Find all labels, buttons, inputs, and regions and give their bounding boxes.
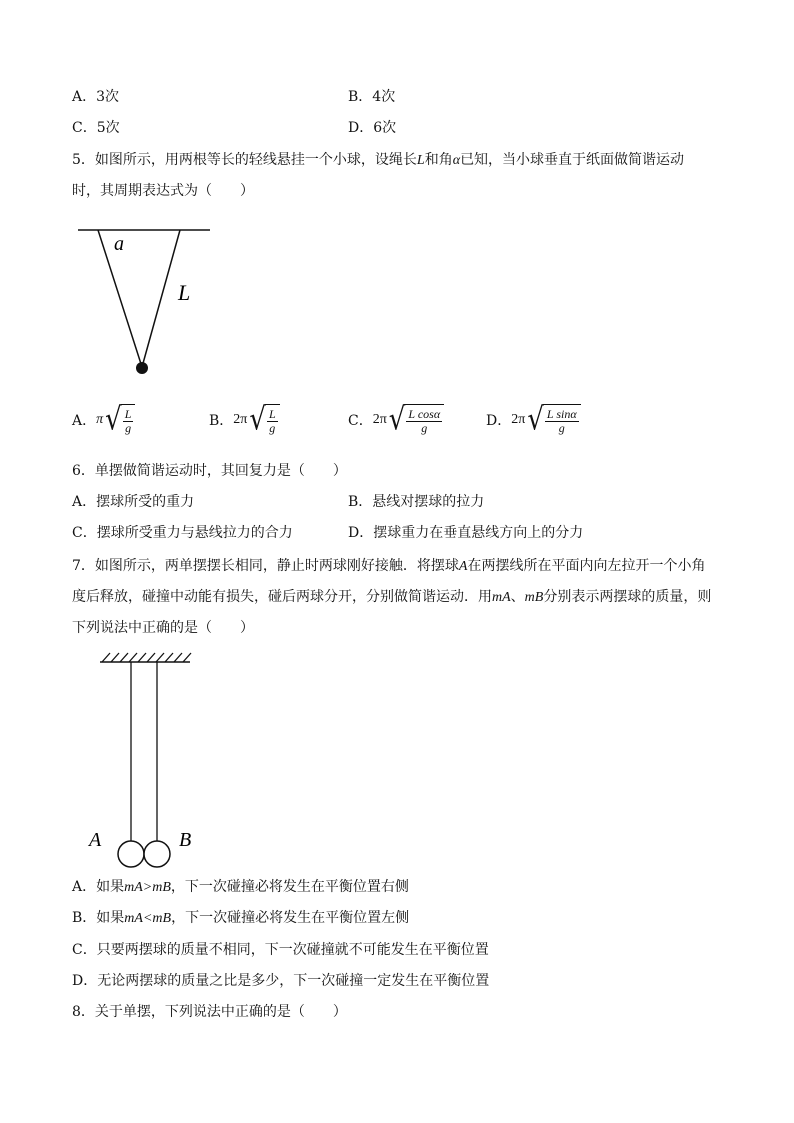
q5-stem-line2: 时，其周期表达式为（ ） [72,183,254,199]
q6-option-d: D．摆球重力在垂直悬线方向上的分力 [348,525,584,541]
q6-option-c: C．摆球所受重力与悬线拉力的合力 [72,525,293,541]
q5-option-d-coef: 2π [511,411,526,427]
q7-label-A: A [89,829,102,851]
q7-ceiling-hatching [102,653,191,662]
q7-stem-line2 [72,587,711,608]
q5-option-a-label: A． [72,412,97,429]
q7-text-d: 分别表示两摆球的质量，则 [543,589,712,605]
q4-option-d: D．6次 [348,120,397,136]
q5-option-b-coef: 2π [233,411,248,427]
q5-option-a-coef: π [96,411,104,427]
q5-label-alpha: a [114,233,124,255]
q8-stem: 8．关于单摆，下列说法中正确的是（ ） [72,1004,347,1020]
q5-option-d-label: D． [486,412,512,429]
q5-option-c-label: C． [348,412,373,429]
q5-ball [136,362,148,374]
q5-option-c-coef: 2π [372,411,387,427]
q5-option-b [209,401,280,438]
q5-option-b-label: B． [209,412,234,429]
q5-stem-line1 [72,150,684,171]
q5-text-a: 5．如图所示，用两根等长的轻线悬挂一个小球，设绳长 [72,152,417,168]
q5-var-L: L [416,153,425,168]
q5-pendulum-figure [70,222,220,378]
q6-stem: 6．单摆做简谐运动时，其回复力是（ ） [72,463,347,479]
q7-option-a-math: mA>mB [124,880,171,895]
q7-option-b-post: ，下一次碰撞必将发生在平衡位置左侧 [171,910,410,926]
q5-option-d [486,401,581,438]
q6-option-b: B．悬线对摆球的拉力 [348,494,485,510]
q5-option-d-sqrt: √ $\frac{\text{L sinα}}{g}$ [527,404,580,435]
q5-option-c-den: g [421,421,428,435]
q5-option-b-num: L [268,407,276,421]
q5-option-c [348,401,444,438]
q7-option-b-pre: B．如果 [72,910,125,926]
q4-option-a: A．3次 [72,89,120,105]
q7-text-b: 在两摆线所在平面内向左拉开一个小角 [467,558,706,574]
q7-var-A: A [458,559,468,574]
q5-right-string [142,230,180,367]
q7-double-pendulum-figure [80,650,210,872]
q5-var-alpha: α [452,153,461,168]
q7-ball-b [144,841,170,867]
q7-sep: 、 [510,589,525,605]
q7-stem-line3: 下列说法中正确的是（ ） [72,620,254,636]
q5-text-b: 和角 [424,152,453,168]
q6-option-a: A．摆球所受的重力 [72,494,195,510]
q5-option-c-sqrt: √ $\frac{\text{L cosα}}{g}$ [389,404,444,435]
q7-var-mA: mA [492,590,511,605]
q7-option-a-pre: A．如果 [72,879,125,895]
q7-option-a [72,877,409,898]
q5-option-a-den: g [125,421,132,435]
q5-option-a-num: L [124,407,132,421]
q7-var-mB: mB [524,590,544,605]
q7-option-b-math: mA<mB [124,911,172,926]
q5-option-a [72,401,135,438]
q5-option-d-num: L sinα [546,407,577,421]
q5-option-c-num: L cosα [408,407,441,421]
q7-option-c: C．只要两摆球的质量不相同，下一次碰撞就不可能发生在平衡位置 [72,942,489,958]
q7-text-c: 度后释放，碰撞中动能有损失，碰后两球分开，分别做简谐运动．用 [72,589,492,605]
q5-label-L: L [178,280,191,305]
q5-option-d-den: g [558,421,565,435]
q5-option-b-sqrt: √ $\frac{L}{g}$ [249,404,279,435]
q5-option-a-sqrt: √ $\frac{L}{g}$ [105,404,135,435]
q7-option-d: D．无论两摆球的质量之比是多少，下一次碰撞一定发生在平衡位置 [72,973,490,989]
q7-option-a-post: ，下一次碰撞必将发生在平衡位置右侧 [170,879,409,895]
q5-text-c: 已知，当小球垂直于纸面做简谐运动 [460,152,685,168]
q7-text-a: 7．如图所示，两单摆摆长相同，静止时两球刚好接触．将摆球 [72,558,459,574]
q7-stem-line1 [72,556,705,577]
q4-option-b: B．4次 [348,89,396,105]
q7-ball-a [118,841,144,867]
q5-option-b-den: g [269,421,276,435]
q7-option-b [72,908,409,929]
q4-option-c: C．5次 [72,120,120,136]
q7-label-B: B [179,829,192,851]
